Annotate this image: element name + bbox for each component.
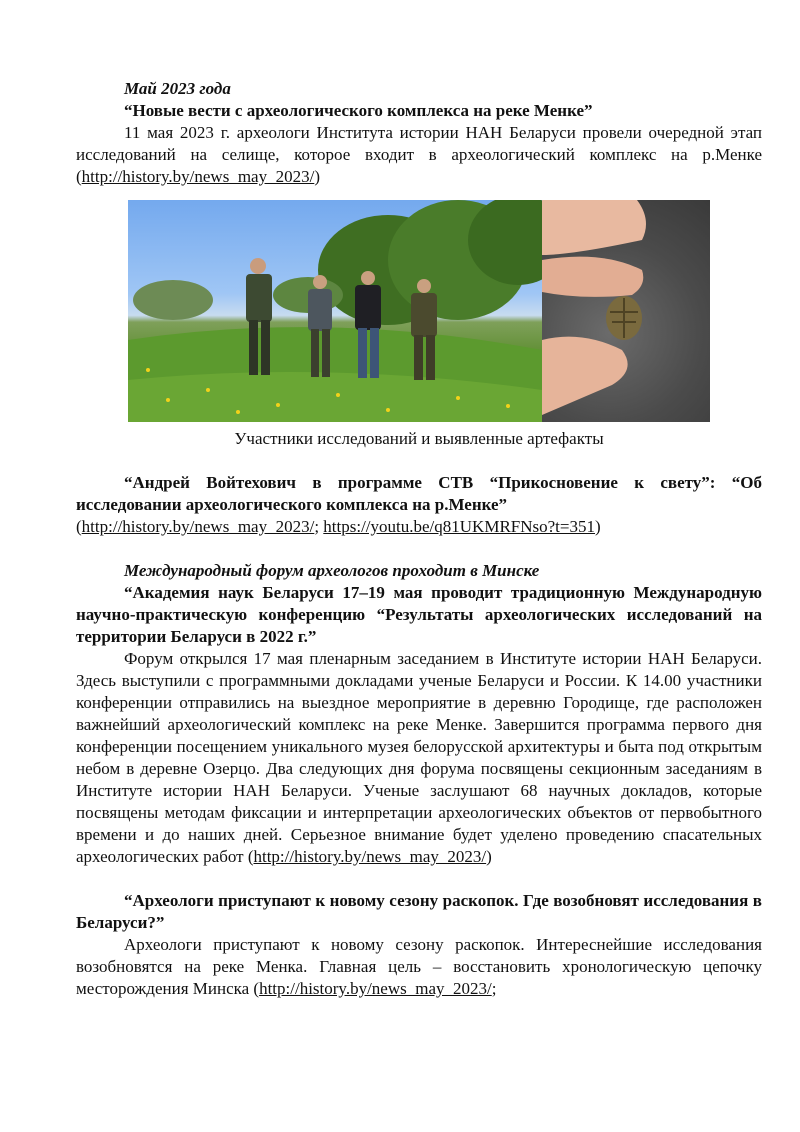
news-paragraph: [76, 648, 762, 868]
figure-caption: Участники исследований и выявленные артефакты: [234, 429, 604, 448]
section-heading: Международный форум археологов проходит в Минске: [124, 561, 540, 580]
youtube-link[interactable]: https://youtu.be/q81UKMRFNso?t=351: [323, 517, 595, 536]
document-page: [76, 78, 762, 1000]
paragraph-text: Форум открылся 17 мая пленарным заседанием в Институте истории НАН Беларуси. Здесь выступили с программными докладами ученые Беларуси и России. К 14.00 участники конференции отправились на выездное мероприятие в деревню Городище, где расположен важнейший археологический комплекс на реке Менке. Завершится программа первого дня конференции посещением уникального музея белорусской архитектуры и быта под открытым небом в деревне Озерцо. Два следующих дня форума посвящены секционным заседаниям в Институте истории НАН Беларуси. Ученые заслушают 68 научных докладов, которые посвящены методам фиксации и интерпретации археологических объектов от первобытного времени и до наших дней. Серьезное внимание будет уделено проведению спасательных археологических работ (: [76, 649, 762, 866]
links-line: (http://history.by/news_may_2023/; https://youtu.be/q81UKMRFNso?t=351): [76, 517, 601, 536]
artifact-photo: [542, 200, 710, 422]
news-link[interactable]: http://history.by/news_may_2023/: [81, 167, 315, 186]
paragraph-text: Археологи приступают к новому сезону раскопок. Интереснейшие исследования возобновятся на реке Менка. Главная цель – восстановить хронологическую цепочку месторождения Минска (: [76, 935, 762, 998]
artifact-photo-illustration: [542, 200, 710, 422]
news-title: “Новые вести с археологического комплекса на реке Менке”: [124, 101, 593, 120]
news-link[interactable]: http://history.by/news_may_2023/: [259, 979, 492, 998]
news-link[interactable]: http://history.by/news_may_2023/: [253, 847, 487, 866]
finger-shape: [542, 200, 646, 255]
paragraph-tail: ;: [491, 979, 497, 998]
section-date: Май 2023 года: [124, 79, 231, 98]
finger-shape: [542, 337, 628, 415]
paragraph-tail: ): [486, 847, 492, 866]
news-paragraph: [76, 934, 762, 1000]
news-title: “Академия наук Беларуси 17–19 мая проводит традиционную Международную научно-практическую конференцию “Результаты археологических исследований на территории Беларуси в 2022 г.”: [76, 583, 762, 646]
paragraph-text: 11 мая 2023 г. археологи Института истории НАН Беларуси провели очередной этап исследований на селище, которое входит в археологический комплекс на р.Менке (: [76, 123, 762, 186]
tree-shape: [133, 280, 213, 320]
news-title: “Андрей Войтехович в программе СТВ “Прикосновение к свету”: “Об исследовании археологического комплекса на р.Менке”: [76, 473, 762, 514]
paragraph-tail: ): [314, 167, 320, 186]
news-link[interactable]: http://history.by/news_may_2023/: [81, 517, 315, 536]
news-title: “Археологи приступают к новому сезону раскопок. Где возобновят исследования в Беларуси?”: [76, 891, 762, 932]
group-photo-illustration: [128, 200, 542, 422]
news-paragraph: [76, 122, 762, 188]
photo-figure: [128, 200, 710, 422]
finger-shape: [542, 257, 643, 297]
group-photo: [128, 200, 542, 422]
